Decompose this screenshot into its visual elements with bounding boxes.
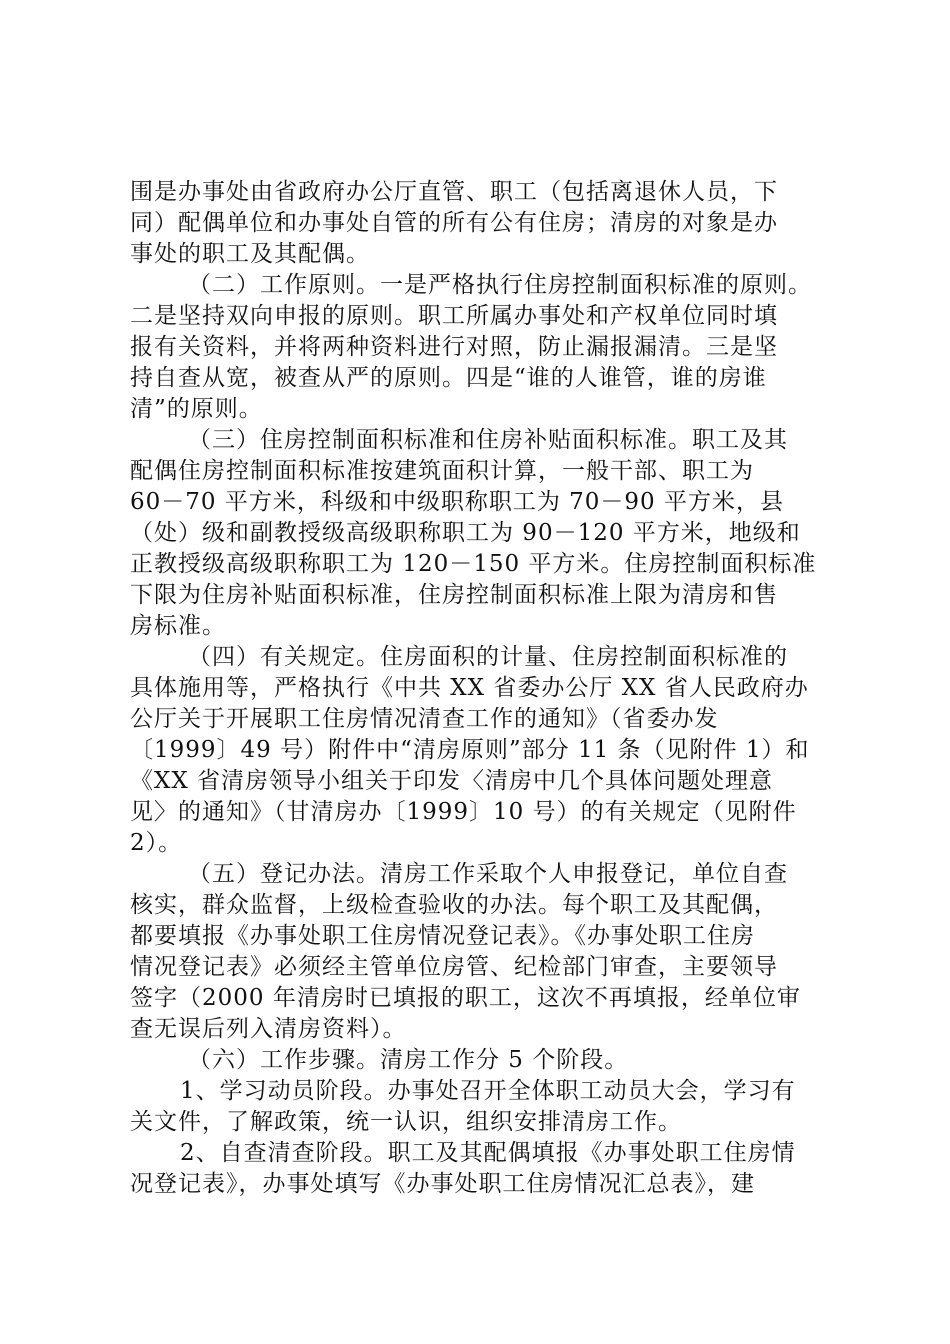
text-line: 《XX 省清房领导小组关于印发〈清房中几个具体问题处理意 (130, 768, 774, 794)
text-line: 具体施用等，严格执行《中共 XX 省委办公厅 XX 省人民政府办 (130, 675, 809, 701)
text-line: 60－70 平方米，科级和中级职称职工为 70－90 平方米，县 (130, 489, 784, 515)
text-line: 核实，群众监督，上级检查验收的办法。每个职工及其配偶， (130, 892, 778, 918)
text-line: 2、自查清查阶段。职工及其配偶填报《办事处职工住房情 (180, 1140, 796, 1166)
text-line: 围是办事处由省政府办公厅直管、职工（包括离退休人员，下 (130, 179, 778, 205)
text-line: 报有关资料，并将两种资料进行对照，防止漏报漏清。三是坚 (130, 334, 778, 360)
text-line: 见〉的通知》（甘清房办〔1999〕10 号）的有关规定（见附件 (130, 799, 797, 825)
text-line: 〔1999〕49 号）附件中“清房原则”部分 11 条（见附件 1）和 (130, 737, 810, 763)
text-line: （三）住房控制面积标准和住房补贴面积标准。职工及其 (188, 427, 788, 453)
text-line: 关文件，了解政策，统一认识，组织安排清房工作。 (130, 1109, 682, 1135)
text-line: 签字（2000 年清房时已填报的职工，这次不再填报，经单位审 (130, 985, 801, 1011)
text-line: 配偶住房控制面积标准按建筑面积计算，一般干部、职工为 (130, 458, 754, 484)
text-line: （六）工作步骤。清房工作分 5 个阶段。 (188, 1047, 629, 1073)
text-line: 公厅关于开展职工住房情况清查工作的通知》（省委办发 (130, 706, 719, 732)
text-line: （四）有关规定。住房面积的计量、住房控制面积标准的 (188, 644, 788, 670)
text-line: 情况登记表》必须经主管单位房管、纪检部门审查，主要领导 (130, 954, 778, 980)
text-line: 2）。 (130, 830, 183, 856)
text-line: 同）配偶单位和办事处自管的所有公有住房；清房的对象是办 (130, 210, 778, 236)
text-line: 清”的原则。 (130, 396, 263, 422)
text-line: （五）登记办法。清房工作采取个人申报登记，单位自查 (188, 861, 788, 887)
text-line: 1、学习动员阶段。办事处召开全体职工动员大会，学习有 (180, 1078, 796, 1104)
text-line: 况登记表》，办事处填写《办事处职工住房情况汇总表》，建 (130, 1171, 755, 1197)
text-line: 二是坚持双向申报的原则。职工所属办事处和产权单位同时填 (130, 303, 778, 329)
text-line: 事处的职工及其配偶。 (130, 241, 370, 267)
text-line: 都要填报《办事处职工住房情况登记表》。《办事处职工住房 (130, 923, 755, 949)
text-line: 下限为住房补贴面积标准，住房控制面积标准上限为清房和售 (130, 582, 778, 608)
text-line: （二）工作原则。一是严格执行住房控制面积标准的原则。 (188, 272, 812, 298)
text-line: （处）级和副教授级高级职称职工为 90－120 平方米，地级和 (130, 520, 801, 546)
text-line: 查无误后列入清房资料）。 (130, 1016, 407, 1042)
text-line: 正教授级高级职称职工为 120－150 平方米。住房控制面积标准 (130, 551, 817, 577)
text-line: 房标准。 (130, 613, 226, 639)
text-line: 持自查从宽，被查从严的原则。四是“谁的人谁管，谁的房谁 (130, 365, 767, 391)
